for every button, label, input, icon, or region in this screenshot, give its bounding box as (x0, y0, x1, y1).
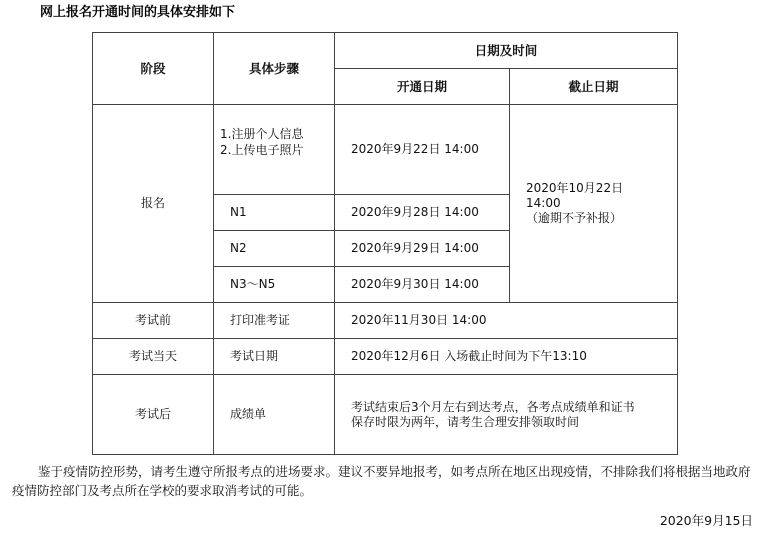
close-date-cell (510, 105, 678, 303)
open-date-cell: 2020年9月30日 14:00 (335, 267, 510, 303)
close-date-line: 2020年10月22日 (526, 181, 624, 195)
after-line: 考试结束后3个月左右到达考点，各考点成绩单和证书 (351, 399, 635, 414)
table-row (93, 375, 678, 455)
table-row (93, 339, 678, 375)
date-before-exam: 2020年11月30日 14:00 (335, 303, 678, 339)
open-date-cell: 2020年9月28日 14:00 (335, 195, 510, 231)
notice-paragraph: 鉴于疫情防控形势，请考生遵守所报考点的进场要求。建议不要异地报考，如考点所在地区出现疫情，不排除我们将根据当地政府疫情防控部门及考点所在学校的要求取消考试的可能。 (12, 464, 751, 498)
open-date-cell: 2020年9月22日 14:00 (335, 105, 510, 195)
header-steps: 具体步骤 (214, 33, 335, 105)
step-line: 2.上传电子照片 (220, 142, 304, 157)
close-note-line: （逾期不予补报） (526, 211, 623, 225)
close-time-line: 14:00 (526, 196, 561, 210)
step-n3-n5: N3～N5 (214, 267, 335, 303)
after-line: 保存时限为两年，请考生合理安排领取时间 (351, 414, 580, 429)
step-score-report: 成绩单 (214, 375, 335, 455)
header-open-date: 开通日期 (335, 69, 510, 105)
date-exam-day: 2020年12月6日 入场截止时间为下午13:10 (335, 339, 678, 375)
stage-before-exam: 考试前 (93, 303, 214, 339)
step-print-admission: 打印准考证 (214, 303, 335, 339)
date-after-exam (335, 375, 678, 455)
step-n2: N2 (214, 231, 335, 267)
stage-register: 报名 (93, 105, 214, 303)
header-stage: 阶段 (93, 33, 214, 105)
step-exam-date: 考试日期 (214, 339, 335, 375)
section-heading: 网上报名开通时间的具体安排如下 (40, 5, 236, 20)
header-datetime: 日期及时间 (335, 33, 678, 69)
step-line: 1.注册个人信息 (220, 126, 304, 141)
publish-date: 2020年9月15日 (659, 513, 753, 528)
stage-after-exam: 考试后 (93, 375, 214, 455)
schedule-table (92, 32, 678, 455)
table-row (93, 303, 678, 339)
table-row (93, 105, 678, 195)
step-n1: N1 (214, 195, 335, 231)
stage-exam-day: 考试当天 (93, 339, 214, 375)
step-register-info (214, 105, 335, 195)
open-date-cell: 2020年9月29日 14:00 (335, 231, 510, 267)
header-close-date: 截止日期 (510, 69, 678, 105)
